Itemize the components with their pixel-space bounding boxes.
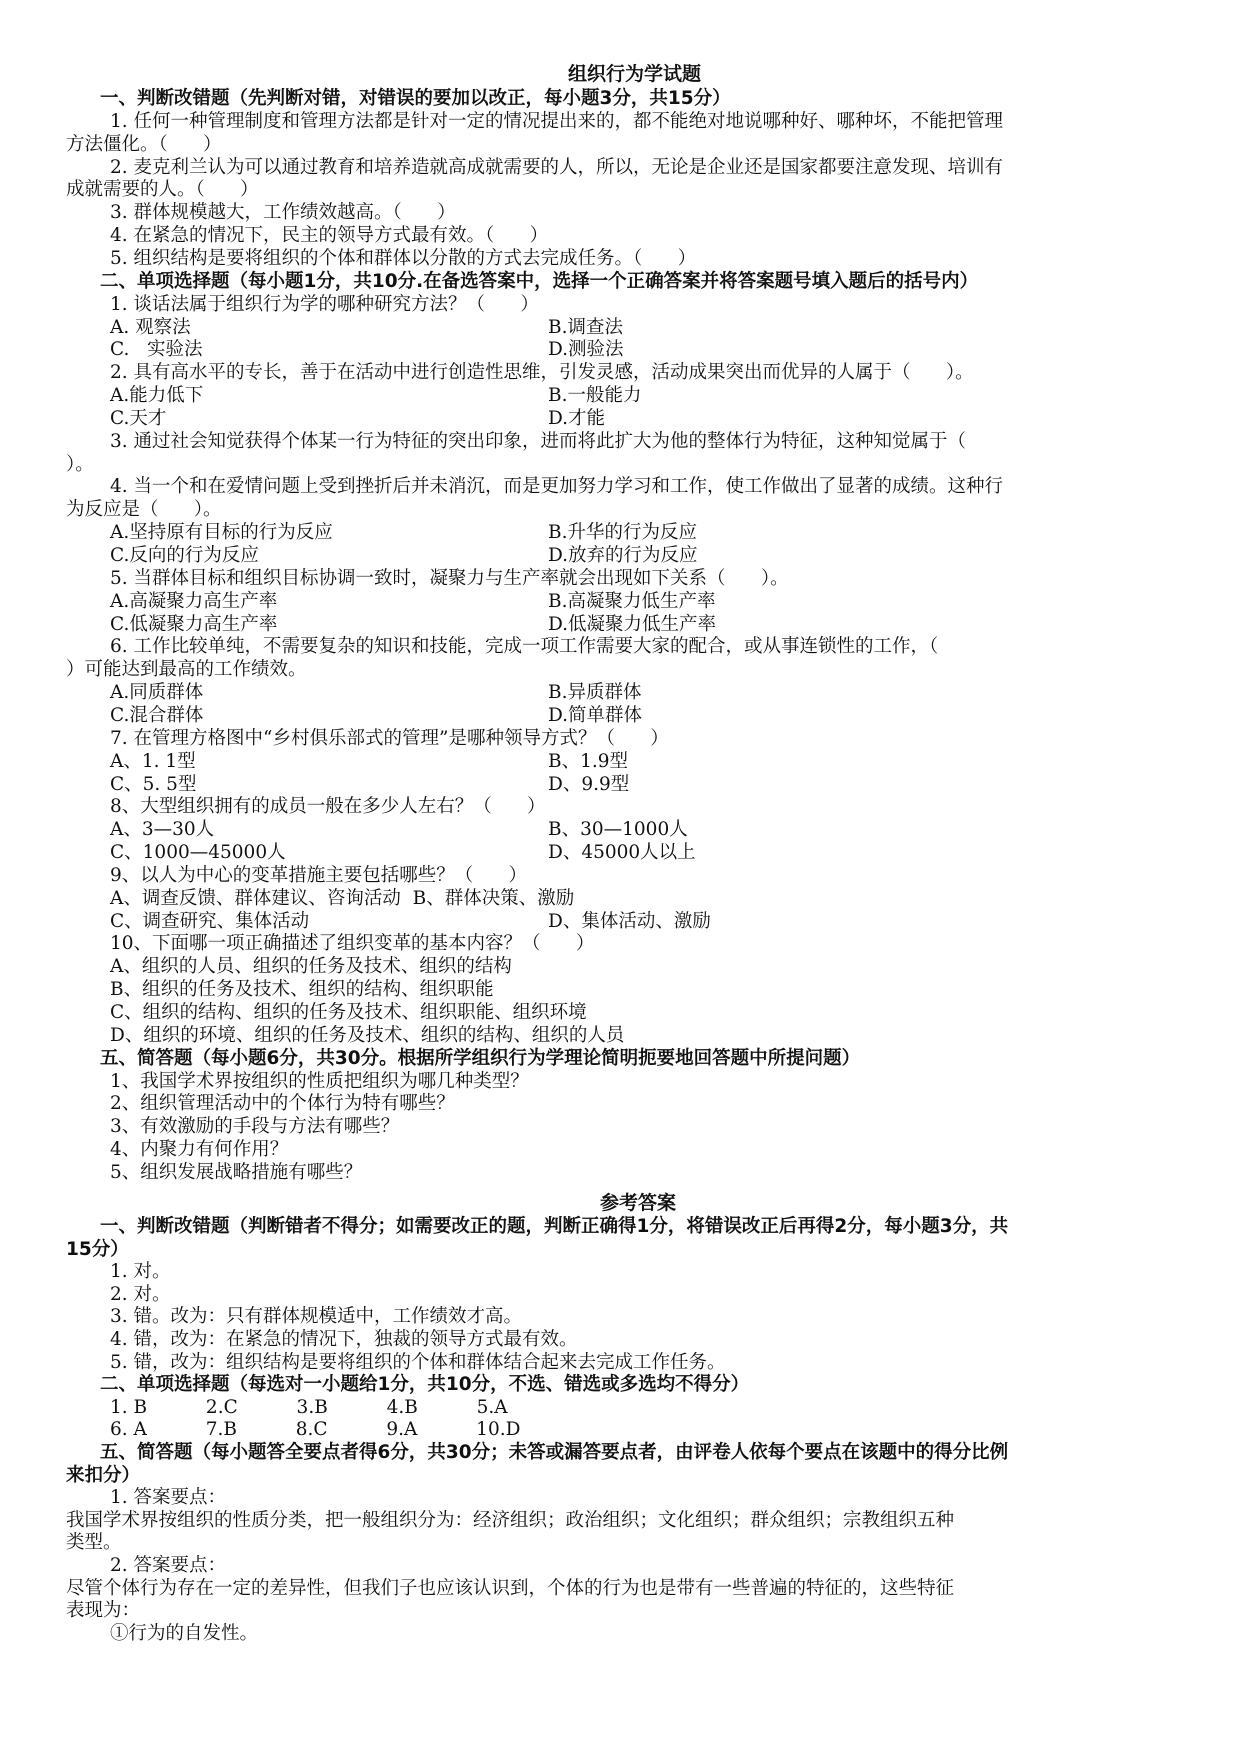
option-right: D.放弃的行为反应: [548, 545, 698, 566]
text-line: 6. 工作比较单纯，不需要复杂的知识和技能，完成一项工作需要大家的配合，或从事连锁性的工作，（: [110, 636, 939, 658]
text-line: 5. 当群体目标和组织目标协调一致时，凝聚力与生产率就会出现如下关系（ ）。: [110, 567, 789, 589]
text-line: 3. 错。改为：只有群体规模适中，工作绩效才高。: [110, 1306, 523, 1328]
text-line: A.高凝聚力高生产率: [110, 590, 278, 612]
text-line: A.坚持原有目标的行为反应: [110, 522, 333, 544]
option-right: D.简单群体: [548, 704, 643, 726]
text-line: 4. 错，改为：在紧急的情况下，独裁的领导方式最有效。: [110, 1329, 578, 1350]
option-right: D.测验法: [548, 339, 624, 361]
section-heading: 五、简答题（每小题答全要点者得6分，共30分；未答或漏答要点者，由评卷人依每个要点在该题中的得分比例: [100, 1442, 1009, 1463]
section-heading: 二、单项选择题（每选对一小题给1分，共10分，不选、错选或多选均不得分）: [100, 1374, 750, 1396]
text-line: C、调查研究、集体活动: [110, 910, 310, 932]
page-title: 组织行为学试题: [568, 63, 702, 85]
text-line: A.同质群体: [110, 682, 204, 704]
text-line: ）。: [66, 453, 94, 475]
text-line: C.反向的行为反应: [110, 545, 259, 566]
text-line: A、3—30人: [110, 819, 215, 841]
text-line: 类型。: [66, 1532, 122, 1554]
text-line: 3. 通过社会知觉获得个体某一行为特征的突出印象，进而将此扩大为他的整体行为特征，这种知觉属于（: [110, 430, 967, 452]
option-right: B、30—1000人: [548, 819, 688, 841]
text-line: 1. B 2.C 3.B 4.B 5.A: [110, 1396, 508, 1418]
text-line: 4. 在紧急的情况下，民主的领导方式最有效。（ ）: [110, 225, 549, 247]
text-line: 成就需要的人。（ ）: [66, 179, 259, 201]
text-line: 5. 错，改为：组织结构是要将组织的个体和群体结合起来去完成工作任务。: [110, 1351, 726, 1373]
section-heading: 来扣分）: [66, 1464, 141, 1486]
text-line: C、1000—45000人: [110, 842, 286, 864]
text-line: 尽管个体行为存在一定的差异性，但我们子也应该认识到，个体的行为也是带有一些普遍的特征的，这些特征: [66, 1577, 955, 1599]
text-line: 6. A 7.B 8.C 9.A 10.D: [110, 1419, 521, 1441]
text-line: 方法僵化。（ ）: [66, 133, 222, 155]
text-line: 5、组织发展战略措施有哪些？: [110, 1161, 363, 1183]
text-line: 8、大型组织拥有的成员一般在多少人左右？（ ）: [110, 796, 546, 818]
text-line: 我国学术界按组织的性质分类，把一般组织分为：经济组织；政治组织；文化组织；群众组织；宗教组织五种: [66, 1509, 955, 1531]
text-line: ）可能达到最高的工作绩效。: [66, 659, 307, 681]
text-line: C.天才: [110, 407, 167, 429]
text-line: D、组织的环境、组织的任务及技术、组织的结构、组织的人员: [110, 1024, 625, 1046]
option-right: B.升华的行为反应: [548, 522, 697, 544]
text-line: 1、我国学术界按组织的性质把组织为哪几种类型？: [110, 1070, 529, 1092]
text-line: 2. 对。: [110, 1283, 171, 1305]
text-line: 2、组织管理活动中的个体行为特有哪些？: [110, 1093, 455, 1115]
option-right: B.异质群体: [548, 682, 642, 704]
option-right: D.才能: [548, 407, 606, 429]
text-line: 10、下面哪一项正确描述了组织变革的基本内容？（ ）: [110, 933, 595, 955]
option-right: D、9.9型: [548, 773, 630, 795]
text-line: 1. 答案要点：: [110, 1487, 227, 1509]
text-line: A.能力低下: [110, 385, 204, 407]
answer-title: 参考答案: [600, 1192, 677, 1214]
text-line: 表现为：: [66, 1600, 141, 1622]
text-line: B、组织的任务及技术、组织的结构、组织职能: [110, 979, 494, 1001]
text-line: 3. 群体规模越大，工作绩效越高。（ ）: [110, 202, 456, 224]
option-right: B、1.9型: [548, 750, 629, 772]
text-line: 3、有效激励的手段与方法有哪些？: [110, 1116, 400, 1138]
text-line: 2. 具有高水平的专长，善于在活动中进行创造性思维，引发灵感，活动成果突出而优异的人属于（ ）。: [110, 362, 974, 384]
section-heading: 一、判断改错题（先判断对错，对错误的要加以改正，每小题3分，共15分）: [100, 88, 731, 109]
option-right: D、集体活动、激励: [548, 910, 711, 932]
text-line: 为反应是（ ）。: [66, 499, 222, 521]
section-heading: 15分）: [66, 1238, 129, 1260]
text-line: C. 实验法: [110, 339, 203, 361]
text-line: A、组织的人员、组织的任务及技术、组织的结构: [110, 956, 512, 978]
text-line: 5. 组织结构是要将组织的个体和群体以分散的方式去完成任务。（ ）: [110, 247, 697, 269]
text-line: 2. 答案要点：: [110, 1555, 227, 1576]
option-right: B.调查法: [548, 316, 623, 338]
option-right: B.一般能力: [548, 385, 642, 407]
text-line: C.低凝聚力高生产率: [110, 613, 278, 635]
text-line: 2. 麦克利兰认为可以通过教育和培养造就高成就需要的人，所以，无论是企业还是国家都要注意发现、培训有: [110, 156, 1004, 178]
text-line: C.混合群体: [110, 704, 204, 726]
text-line: A、调查反馈、群体建议、咨询活动 B、群体决策、激励: [110, 887, 575, 909]
text-line: A、1. 1型: [110, 750, 196, 772]
text-line: 1. 谈话法属于组织行为学的哪种研究方法？（ ）: [110, 293, 539, 315]
option-right: D、45000人以上: [548, 842, 696, 864]
option-right: B.高凝聚力低生产率: [548, 590, 716, 612]
text-line: 4. 当一个和在爱情问题上受到挫折后并未消沉，而是更加努力学习和工作，使工作做出了显著的成绩。这种行: [110, 476, 1004, 498]
section-heading: 一、判断改错题（判断错者不得分；如需要改正的题，判断正确得1分，将错误改正后再得2分，每小题3分，共: [100, 1216, 1009, 1237]
option-right: D.低凝聚力低生产率: [548, 613, 717, 635]
text-line: ①行为的自发性。: [110, 1622, 259, 1644]
text-line: C、组织的结构、组织的任务及技术、组织职能、组织环境: [110, 1002, 587, 1023]
text-line: 1. 任何一种管理制度和管理方法都是针对一定的情况提出来的，都不能绝对地说哪种好、哪种坏，不能把管理: [110, 110, 1004, 132]
section-heading: 二、单项选择题（每小题1分，共10分.在备选答案中，选择一个正确答案并将答案题号填入题后的括号内）: [100, 270, 979, 292]
text-line: A. 观察法: [110, 316, 191, 338]
text-line: C、5. 5型: [110, 773, 197, 795]
text-line: 1. 对。: [110, 1261, 171, 1283]
text-line: 9、以人为中心的变革措施主要包括哪些？（ ）: [110, 864, 528, 886]
section-heading: 五、简答题（每小题6分，共30分。根据所学组织行为学理论简明扼要地回答题中所提问题）: [100, 1047, 861, 1069]
text-line: 4、内聚力有何作用？: [110, 1139, 289, 1161]
text-line: 7. 在管理方格图中“乡村俱乐部式的管理”是哪种领导方式？（ ）: [110, 727, 669, 749]
